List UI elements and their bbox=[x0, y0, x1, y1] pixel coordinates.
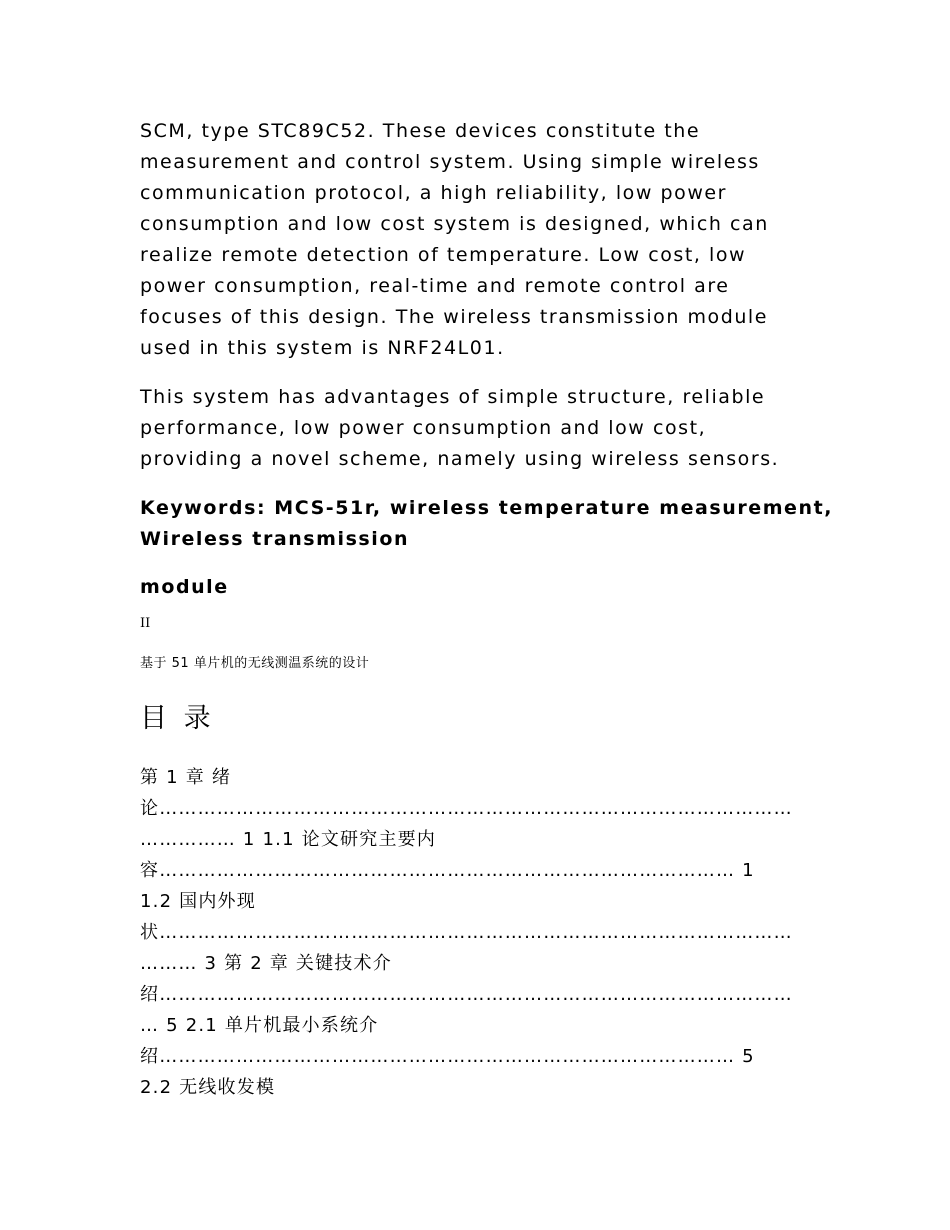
abstract-line: realize remote detection of temperature. Low cost, low bbox=[140, 244, 747, 266]
abstract-paragraph-1 bbox=[140, 116, 810, 364]
running-header: 基于 51 单片机的无线测温系统的设计 bbox=[140, 656, 370, 671]
toc-line: 绍……………………………………………………………………………… 5 bbox=[140, 1046, 755, 1067]
abstract-line: used in this system is NRF24L01. bbox=[140, 337, 505, 359]
abstract-line: performance, low power consumption and low cost, bbox=[140, 417, 707, 439]
abstract-line: SCM, type STC89C52. These devices constitute the bbox=[140, 120, 701, 142]
toc-line: 绍……………………………………………………………………………………… bbox=[140, 984, 793, 1005]
toc-line: 论……………………………………………………………………………………… bbox=[140, 798, 793, 819]
toc-line: 容……………………………………………………………………………… 1 bbox=[140, 860, 755, 881]
toc-line: … 5 2.1 单片机最小系统介 bbox=[140, 1015, 379, 1036]
toc-line: 1.2 国内外现 bbox=[140, 891, 256, 912]
abstract-line: providing a novel scheme, namely using wireless sensors. bbox=[140, 448, 780, 470]
abstract-line: This system has advantages of simple structure, reliable bbox=[140, 386, 766, 408]
keywords-continued: module bbox=[140, 576, 229, 598]
page-number: II bbox=[140, 616, 151, 631]
abstract-paragraph-2 bbox=[140, 382, 810, 475]
abstract-line: power consumption, real-time and remote control are bbox=[140, 275, 730, 297]
keywords-line: Wireless transmission bbox=[140, 528, 410, 550]
abstract-line: communication protocol, a high reliability, low power bbox=[140, 182, 728, 204]
keywords-line: Keywords: MCS-51r, wireless temperature measurement, bbox=[140, 497, 833, 519]
abstract-line: consumption and low cost system is designed, which can bbox=[140, 213, 769, 235]
abstract-line: measurement and control system. Using simple wireless bbox=[140, 151, 760, 173]
toc-line: ……… 3 第 2 章 关键技术介 bbox=[140, 953, 392, 974]
toc-line: 2.2 无线收发模 bbox=[140, 1077, 276, 1098]
keywords bbox=[140, 493, 833, 555]
abstract-line: focuses of this design. The wireless transmission module bbox=[140, 306, 769, 328]
document-page bbox=[140, 116, 833, 1103]
toc-line: 状……………………………………………………………………………………… bbox=[140, 922, 793, 943]
toc-line: …………… 1 1.1 论文研究主要内 bbox=[140, 829, 437, 850]
toc-line: 第 1 章 绪 bbox=[140, 767, 232, 788]
table-of-contents bbox=[140, 762, 810, 1103]
toc-title: 目 录 bbox=[140, 703, 215, 734]
